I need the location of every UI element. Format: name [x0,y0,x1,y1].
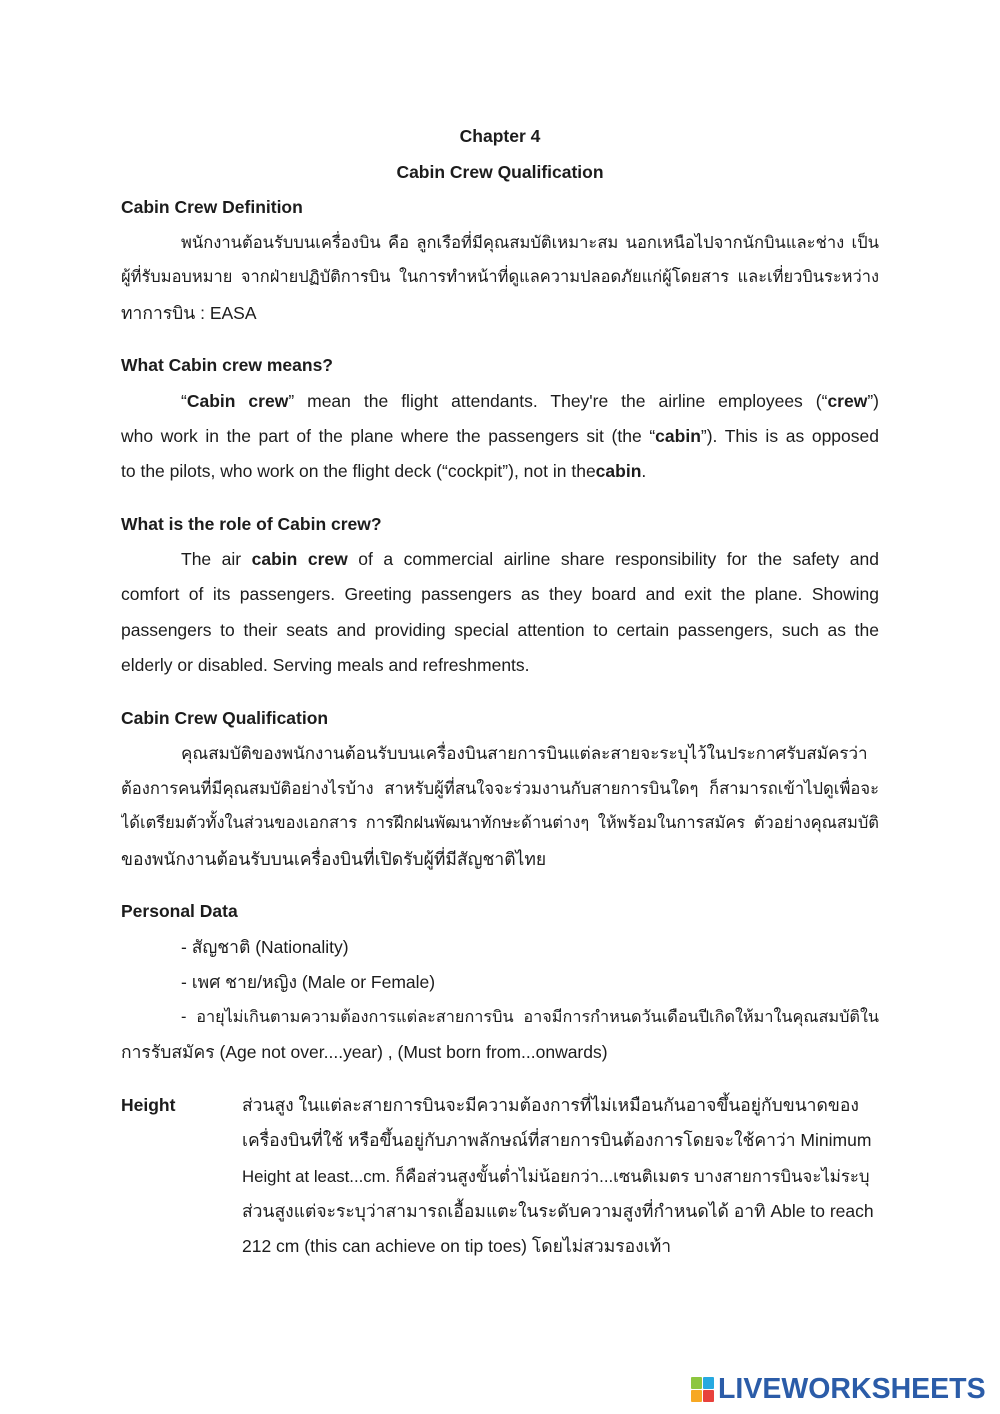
section-heading: Personal Data [121,901,238,922]
section-personal-data [121,894,879,1070]
paragraph-line [121,454,879,489]
logo-icon-cell [703,1377,714,1389]
text-segment: who work in the part of the plane where the passengers sit (the “ [121,425,656,446]
text-segment: of a commercial airline share responsibility for the safety and [347,549,879,570]
section-heading: Cabin Crew Definition [121,196,303,217]
paragraph-line: passengers to their seats and providing special attention to certain passengers, such as the [121,619,879,640]
text-segment: ”). This is as opposed [700,425,879,446]
section-heading: What Cabin crew means? [121,355,333,376]
logo-text: LIVEWORKSHEETS [718,1373,986,1405]
paragraph-line: ส่วนสูงแต่จะระบุว่าสามารถเอื้อมแตะในระดับความสูงที่กำหนดได้ อาทิ Able to reach [242,1200,874,1221]
page-title: Cabin Crew Qualification [396,161,604,182]
paragraph-line: ของพนักงานต้อนรับบนเครื่องบินที่เปิดรับผู้ที่มีสัญชาติไทย [121,848,547,869]
bold-term: cabin crew [251,549,348,570]
paragraph-line [181,384,879,419]
text-segment: ” mean the flight attendants. They're the airline employees (“ [288,390,828,411]
paragraph-line: ได้เตรียมตัวทั้งในส่วนของเอกสาร การฝึกฝนพัฒนาทักษะด้านต่างๆ ให้พร้อมในการสมัคร ตัวอย่างคุณสมบัติ [121,814,879,833]
paragraph-line [181,542,879,577]
list-item-age: - อายุไม่เกินตามความต้องการแต่ละสายการบิน อาจมีการกำหนดวันเดือนปีเกิดให้มาในคุณสมบัติใน [181,1008,879,1027]
section-definition [121,190,879,331]
section-qualification [121,701,879,877]
section-heading: Cabin Crew Qualification [121,707,329,728]
logo-icon-cell [703,1390,714,1402]
document-body [121,119,879,1264]
paragraph-line: comfort of its passengers. Greeting passengers as they board and exit the plane. Showing [121,584,879,605]
bold-term: cabin [595,461,642,482]
chapter-label: Chapter 4 [459,126,541,147]
height-label: Height [121,1095,176,1116]
section-means [121,348,879,489]
paragraph-line [121,419,879,454]
text-segment: ”) [867,390,879,411]
paragraph-line: ทาการบิน : EASA [121,302,257,323]
paragraph-line: elderly or disabled. Serving meals and refreshments. [121,654,530,675]
section-role [121,507,879,683]
bold-term: Cabin crew [186,390,289,411]
logo-icon-cell [691,1377,702,1389]
paragraph-line: พนักงานต้อนรับบนเครื่องบิน คือ ลูกเรือที่มีคุณสมบัติเหมาะสม นอกเหนือไปจากนักบินและช่าง เป็น [181,233,879,253]
paragraph-line: ผู้ที่รับมอบหมาย จากฝ่ายปฏิบัติการบิน ในการทำหน้าที่ดูแลความปลอดภัยแก่ผู้โดยสาร และเที่ยวบินระหว่าง [121,268,879,287]
list-item-nationality: - สัญชาติ (Nationality) [181,936,349,957]
list-item-gender: - เพศ ชาย/หญิง (Male or Female) [181,971,436,992]
liveworksheets-logo [691,1373,986,1405]
bold-term: cabin [655,425,701,446]
section-heading: What is the role of Cabin crew? [121,513,382,534]
paragraph-line: คุณสมบัติของพนักงานต้อนรับบนเครื่องบินสายการบินแต่ละสายจะระบุไว้ในประกาศรับสมัครว่า [181,743,868,763]
height-description [242,1088,879,1264]
paragraph-line: เครื่องบินที่ใช้ หรือขึ้นอยู่กับภาพลักษณ์ที่สายการบินต้องการโดยจะใช้คาว่า Minimum [242,1130,872,1151]
list-item-age-continued: การรับสมัคร (Age not over....year) , (Must born from...onwards) [121,1042,608,1063]
text-segment: The air [181,549,252,570]
section-height [121,1088,879,1264]
text-segment: . [641,461,647,482]
paragraph-line: ส่วนสูง ในแต่ละสายการบินจะมีความต้องการที่ไม่เหมือนกันอาจขึ้นอยู่กับขนาดของ [242,1095,859,1116]
logo-icon-cell [691,1390,702,1402]
text-segment: “ [181,390,187,411]
bold-term: crew [827,390,868,411]
paragraph-line: ต้องการคนที่มีคุณสมบัติอย่างไรบ้าง สาหรับผู้ที่สนใจจะร่วมงานกับสายการบินใดๆ ก็สามารถเข้าไปดูเพื่อจะ [121,779,879,799]
liveworksheets-logo-icon [691,1377,714,1402]
paragraph-line: Height at least...cm. ก็คือส่วนสูงขั้นต่ำไม่น้อยกว่า...เซนติเมตร บางสายการบินจะไม่ระบุ [242,1166,870,1186]
paragraph-line: 212 cm (this can achieve on tip toes) โดยไม่สวมรองเท้า [242,1236,672,1257]
text-segment: to the pilots, who work on the flight deck (“cockpit”), not in the [121,461,596,482]
